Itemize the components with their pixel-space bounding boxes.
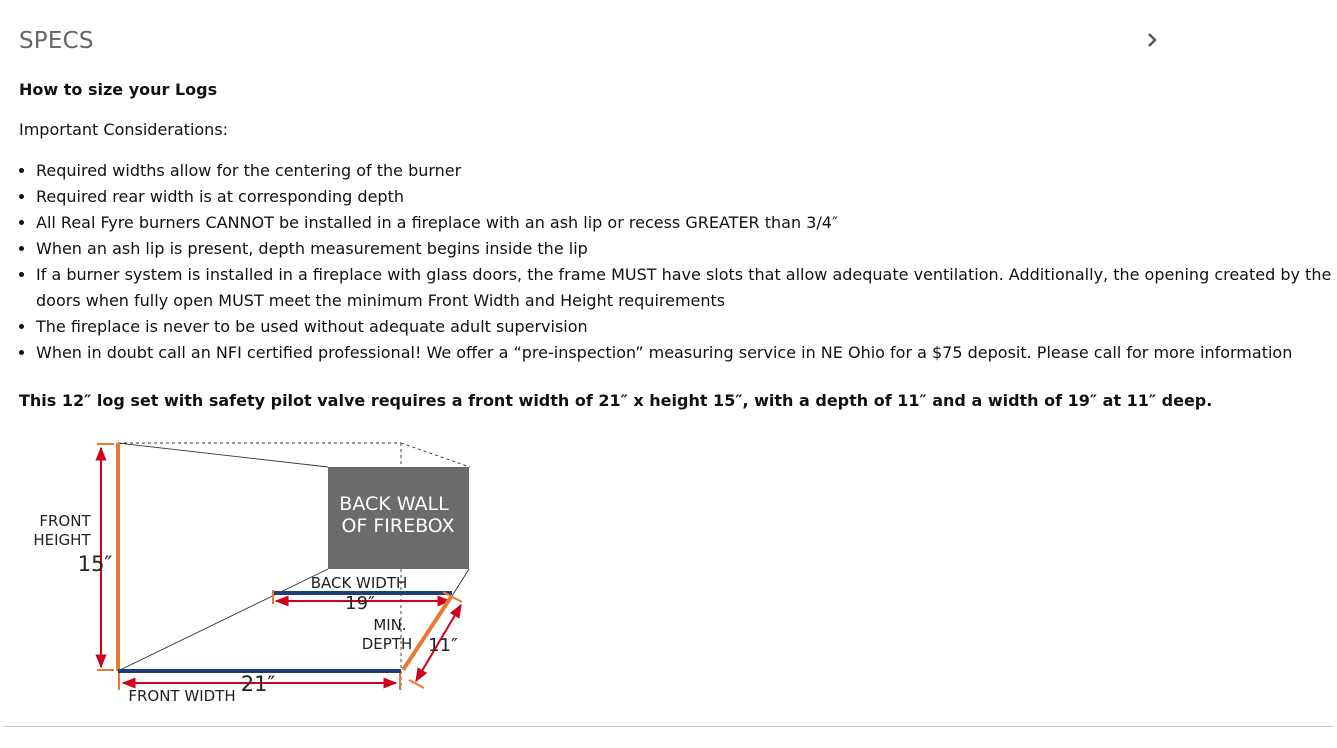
back-width-label: BACK WIDTH — [310, 574, 408, 592]
section-title: SPECS — [19, 28, 94, 54]
chevron-right-icon[interactable] — [1144, 30, 1160, 50]
list-item: • Required rear width is at corresponding depth — [36, 184, 1337, 210]
front-height-label-line2: HEIGHT — [33, 531, 91, 549]
back-wall-label-line1: BACK WALL — [339, 493, 449, 515]
front-height-label-line1: FRONT — [39, 512, 91, 530]
considerations-list — [0, 158, 1337, 366]
min-depth-label-line2: DEPTH — [361, 635, 413, 653]
front-height-value: 15″ — [77, 552, 113, 576]
firebox-sizing-diagram — [0, 430, 520, 720]
front-width-label: FRONT WIDTH — [128, 687, 236, 705]
list-item: • If a burner system is installed in a fireplace with glass doors, the frame MUST have slots that allow adequate ventilation. Additionally, the opening created by the doors when fully open MUST meet the minimum Front Width and Height requirements — [36, 262, 1337, 314]
front-width-value: 21″ — [240, 672, 276, 696]
sizing-heading: How to size your Logs — [19, 80, 218, 99]
section-divider — [3, 726, 1334, 727]
list-item: • All Real Fyre burners CANNOT be installed in a fireplace with an ash lip or recess GREATER than 3/4″ — [36, 210, 1337, 236]
list-item: • When an ash lip is present, depth measurement begins inside the lip — [36, 236, 1337, 262]
list-item: • The fireplace is never to be used without adequate adult supervision — [36, 314, 1337, 340]
min-depth-value: 11″ — [428, 635, 458, 656]
specs-section-header[interactable] — [19, 24, 1169, 58]
back-wall-label-line2: OF FIREBOX — [341, 515, 455, 537]
considerations-intro: Important Considerations: — [19, 120, 229, 139]
back-width-value: 19″ — [345, 593, 375, 614]
min-depth-label-line1: MIN. — [373, 616, 407, 634]
list-item: • When in doubt call an NFI certified professional! We offer a “pre-inspection” measuring service in NE Ohio for a $75 deposit. Please call for more information — [36, 340, 1337, 366]
log-set-requirements: This 12″ log set with safety pilot valve requires a front width of 21″ x height 15″, with a depth of 11″ and a width of 19″ at 11″ deep. — [19, 391, 1213, 410]
list-item: • Required widths allow for the centering of the burner — [36, 158, 1337, 184]
